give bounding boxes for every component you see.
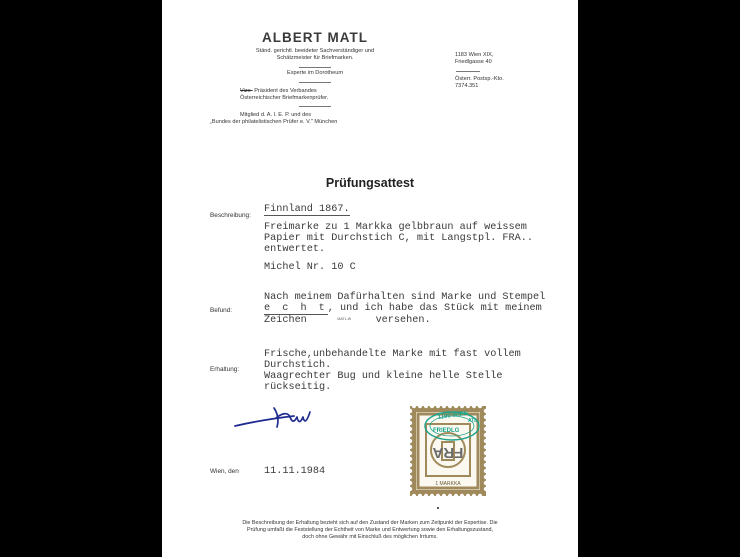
date-value: 11.11.1984 [264,466,326,477]
certificate-title: Prüfungsattest [325,176,415,190]
overprint-text: FRA [432,444,464,461]
account-number: 7374.351 [455,83,479,89]
disclaimer-line-3: doch ohne Gewähr mit Einschluß des möglichen Irrtums. [302,534,438,540]
description-line-2: Papier mit Durchstich C, mit Langstpl. FRA.. [264,233,533,244]
description-line-3: entwertet. [264,244,326,255]
cancel-text-top: 1190 WIEN [437,410,469,421]
dorotheum-line: Experte im Dorotheum [287,70,343,76]
findings-line-1: Nach meinem Dafürhalten sind Marke und Stempel [264,292,546,303]
ink-dot [437,507,439,509]
expert-name: ALBERT MATL [262,30,368,45]
credential-line-2: Schätzmeister für Briefmarken. [276,55,354,61]
credential-line-1: Ständ. gerichtl. beeideter Sachverständiger und [255,48,375,54]
divider [299,106,331,107]
condition-label: Erhaltung: [210,366,240,373]
findings-line-2 [264,303,542,314]
description-label: Beschreibung: [210,212,251,219]
membership-line-1: Mitglied d. A. I. E. P. und des [240,112,312,118]
account-label: Österr. Postsp.-Kto. [455,76,504,82]
president-text: Präsident des Verbandes [254,88,317,94]
cancel-text-middle: FRIEDLG [433,428,460,434]
stamp-image [406,398,490,500]
struck-prefix: Vize- [240,88,253,94]
divider [299,82,331,83]
findings-line-2-rest: , und ich habe das Stück mit meinem [327,303,542,314]
divider [299,67,331,68]
description-line-1: Freimarke zu 1 Markka gelbbraun auf weissem [264,222,527,233]
association-line: Österreichischer Briefmarkenprüfer. [240,95,329,101]
disclaimer [192,520,548,541]
cancel-text-right: ATL [468,418,478,424]
condition-line-3: Waagrechter Bug und kleine helle Stelle [264,371,503,382]
membership-line-2: „Bundes der philatelistischen Prüfer e. V." München [210,119,338,125]
condition-line-4: rückseitig. [264,382,332,393]
findings-label: Befund: [210,307,233,314]
president-line [240,88,317,95]
address-line-2: Friedlgasse 40 [455,59,492,65]
condition-line-2: Durchstich. [264,360,332,371]
description-heading: Finnland 1867. [264,204,350,215]
disclaimer-line-2: Prüfung umfaßt die Feststellung der Echtheit von Marke und Entwertung sowie den Erhaltungszustand, [246,527,493,533]
expert-mark: MATL.W [337,317,352,321]
disclaimer-line-1: Die Beschreibung der Erhaltung bezieht sich auf den Zustand der Marken zum Zeitpunkt der Expertise. Die [242,520,498,526]
condition-line-1: Frische,unbehandelte Marke mit fast vollem [264,349,521,360]
signature [232,400,327,432]
findings-line-3 [264,314,431,326]
date-label: Wien, den [210,468,239,475]
michel-number: Michel Nr. 10 C [264,262,356,273]
findings-line-3-start: Zeichen [264,315,307,327]
genuine-word: e c h t [264,303,328,314]
certificate-sheet [162,0,578,557]
divider [456,71,480,72]
address-line-1: 1183 Wien XIX, [455,52,494,58]
stamp-denomination: 1 MARKKA [435,481,461,487]
findings-line-3-end: versehen. [375,315,431,327]
